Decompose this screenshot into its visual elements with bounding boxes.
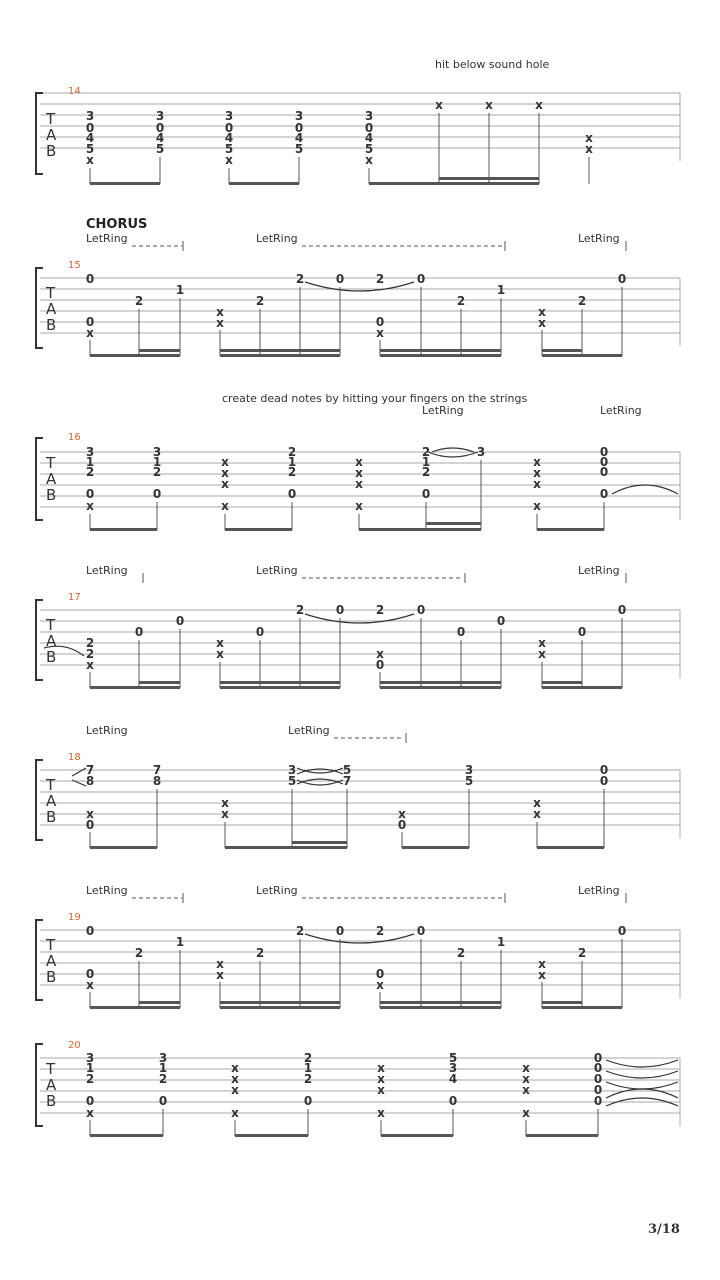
system-bracket xyxy=(36,93,43,174)
svg-text:3: 3 xyxy=(158,1051,168,1065)
svg-text:x: x xyxy=(231,1061,239,1075)
svg-text:x: x xyxy=(533,455,541,469)
note-column xyxy=(86,445,608,513)
svg-text:B: B xyxy=(46,648,57,666)
svg-text:2: 2 xyxy=(456,946,466,960)
svg-text:2: 2 xyxy=(255,946,265,960)
svg-text:x: x xyxy=(585,142,593,156)
svg-text:0: 0 xyxy=(456,625,466,639)
page-number: 3/18 xyxy=(648,1222,680,1237)
slide-in-mark xyxy=(72,768,86,786)
svg-text:A: A xyxy=(46,126,57,144)
svg-text:0: 0 xyxy=(85,967,95,981)
svg-text:2: 2 xyxy=(85,1072,95,1086)
svg-text:x: x xyxy=(377,1106,385,1120)
svg-text:5: 5 xyxy=(448,1051,458,1065)
svg-text:x: x xyxy=(485,98,493,112)
svg-text:0: 0 xyxy=(416,924,426,938)
note-column xyxy=(86,603,626,672)
svg-text:5: 5 xyxy=(155,142,165,156)
svg-text:8: 8 xyxy=(85,774,95,788)
svg-text:x: x xyxy=(216,305,224,319)
measure-number: 16 xyxy=(68,432,81,443)
svg-text:B: B xyxy=(46,808,57,826)
svg-text:x: x xyxy=(376,647,384,661)
svg-text:x: x xyxy=(86,153,94,167)
tab-clef xyxy=(45,776,57,826)
svg-text:x: x xyxy=(225,153,233,167)
svg-text:0: 0 xyxy=(617,924,627,938)
svg-text:x: x xyxy=(376,326,384,340)
svg-text:4: 4 xyxy=(448,1072,458,1086)
svg-text:4: 4 xyxy=(364,131,374,145)
svg-text:2: 2 xyxy=(255,294,265,308)
svg-text:0: 0 xyxy=(294,121,304,135)
svg-text:LetRing: LetRing xyxy=(256,564,298,577)
svg-text:5: 5 xyxy=(287,774,297,788)
svg-text:2: 2 xyxy=(287,465,297,479)
svg-text:0: 0 xyxy=(599,774,609,788)
svg-text:2: 2 xyxy=(375,272,385,286)
tie-curve xyxy=(305,614,414,623)
svg-text:0: 0 xyxy=(577,625,587,639)
tab-system-16 xyxy=(0,390,720,520)
svg-text:x: x xyxy=(522,1106,530,1120)
svg-text:x: x xyxy=(216,636,224,650)
svg-text:x: x xyxy=(86,499,94,513)
tab-system-19 xyxy=(0,878,720,1008)
tab-clef xyxy=(45,454,57,504)
measure-number: 15 xyxy=(68,260,81,271)
tab-staff-lines xyxy=(40,610,680,678)
svg-text:2: 2 xyxy=(134,946,144,960)
svg-text:0: 0 xyxy=(599,465,609,479)
svg-text:2: 2 xyxy=(295,924,305,938)
svg-text:4: 4 xyxy=(224,131,234,145)
svg-text:0: 0 xyxy=(158,1094,168,1108)
svg-text:T: T xyxy=(46,1060,56,1078)
tab-staff-lines xyxy=(40,278,680,346)
svg-text:LetRing: LetRing xyxy=(86,232,128,245)
tab-clef xyxy=(45,284,57,334)
svg-text:x: x xyxy=(533,466,541,480)
svg-text:1: 1 xyxy=(421,455,431,469)
tab-staff-lines xyxy=(40,1058,680,1126)
svg-text:x: x xyxy=(355,477,363,491)
svg-text:2: 2 xyxy=(85,465,95,479)
svg-text:3: 3 xyxy=(287,763,297,777)
svg-text:0: 0 xyxy=(85,1094,95,1108)
svg-text:B: B xyxy=(46,142,57,160)
system-bracket xyxy=(36,920,43,1000)
svg-text:x: x xyxy=(355,499,363,513)
svg-text:B: B xyxy=(46,1092,57,1110)
svg-text:A: A xyxy=(46,300,57,318)
svg-text:0: 0 xyxy=(335,272,345,286)
note-column xyxy=(86,272,626,340)
svg-text:x: x xyxy=(86,326,94,340)
svg-text:0: 0 xyxy=(496,614,506,628)
svg-text:x: x xyxy=(216,647,224,661)
tab-system-20 xyxy=(0,1008,720,1138)
svg-text:1: 1 xyxy=(85,455,95,469)
svg-text:0: 0 xyxy=(593,1094,603,1108)
svg-text:x: x xyxy=(355,455,363,469)
svg-text:0: 0 xyxy=(85,315,95,329)
svg-text:T: T xyxy=(46,284,56,302)
svg-text:1: 1 xyxy=(287,455,297,469)
svg-text:x: x xyxy=(86,807,94,821)
svg-text:4: 4 xyxy=(294,131,304,145)
tab-staff-svg xyxy=(0,558,720,698)
svg-text:T: T xyxy=(46,936,56,954)
svg-text:0: 0 xyxy=(599,445,609,459)
svg-text:2: 2 xyxy=(287,445,297,459)
tab-staff-svg xyxy=(0,1008,720,1148)
svg-text:x: x xyxy=(231,1106,239,1120)
svg-text:x: x xyxy=(535,98,543,112)
svg-text:x: x xyxy=(435,98,443,112)
rhythm-beams xyxy=(90,113,589,185)
svg-text:x: x xyxy=(221,807,229,821)
svg-text:x: x xyxy=(231,1072,239,1086)
svg-text:3: 3 xyxy=(464,763,474,777)
svg-text:1: 1 xyxy=(85,1061,95,1075)
svg-text:0: 0 xyxy=(335,924,345,938)
svg-text:0: 0 xyxy=(448,1094,458,1108)
svg-text:B: B xyxy=(46,486,57,504)
svg-text:x: x xyxy=(221,796,229,810)
svg-text:1: 1 xyxy=(303,1061,313,1075)
svg-text:4: 4 xyxy=(155,131,165,145)
tab-staff-lines xyxy=(40,930,680,998)
svg-text:2: 2 xyxy=(158,1072,168,1086)
svg-text:8: 8 xyxy=(152,774,162,788)
svg-text:x: x xyxy=(522,1072,530,1086)
svg-text:3: 3 xyxy=(364,109,374,123)
svg-text:3: 3 xyxy=(224,109,234,123)
svg-text:x: x xyxy=(585,131,593,145)
tab-system-14 xyxy=(0,56,720,186)
tab-staff-svg xyxy=(0,216,720,356)
svg-text:LetRing: LetRing xyxy=(288,724,330,737)
svg-text:2: 2 xyxy=(85,647,95,661)
tab-clef xyxy=(45,110,57,160)
let-ring-markers xyxy=(86,724,406,743)
svg-text:0: 0 xyxy=(134,625,144,639)
svg-text:0: 0 xyxy=(364,121,374,135)
svg-text:LetRing: LetRing xyxy=(578,884,620,897)
svg-text:0: 0 xyxy=(85,487,95,501)
svg-text:3: 3 xyxy=(85,109,95,123)
svg-text:1: 1 xyxy=(175,935,185,949)
system-bracket xyxy=(36,760,43,840)
slide-curve xyxy=(428,452,478,457)
svg-text:LetRing: LetRing xyxy=(578,564,620,577)
note-column xyxy=(86,924,626,992)
tab-system-15 xyxy=(0,216,720,346)
measure-number: 20 xyxy=(68,1040,81,1051)
svg-text:2: 2 xyxy=(303,1072,313,1086)
svg-text:0: 0 xyxy=(155,121,165,135)
tab-staff-svg xyxy=(0,718,720,858)
svg-text:3: 3 xyxy=(448,1061,458,1075)
svg-text:0: 0 xyxy=(416,272,426,286)
svg-text:7: 7 xyxy=(85,763,95,777)
svg-text:A: A xyxy=(46,470,57,488)
section-label: CHORUS xyxy=(86,217,148,232)
svg-text:0: 0 xyxy=(175,614,185,628)
svg-text:3: 3 xyxy=(155,109,165,123)
slide-curve xyxy=(432,448,474,452)
svg-text:0: 0 xyxy=(85,818,95,832)
svg-text:5: 5 xyxy=(364,142,374,156)
measure-number: 17 xyxy=(68,592,81,603)
svg-text:3: 3 xyxy=(85,1051,95,1065)
system-bracket xyxy=(36,268,43,348)
note-column xyxy=(86,98,593,167)
svg-text:LetRing: LetRing xyxy=(422,404,464,417)
tab-system-18 xyxy=(0,718,720,848)
svg-text:0: 0 xyxy=(599,763,609,777)
svg-text:4: 4 xyxy=(85,131,95,145)
svg-text:0: 0 xyxy=(599,455,609,469)
svg-text:0: 0 xyxy=(617,603,627,617)
tie-curve xyxy=(612,485,678,494)
tab-clef xyxy=(45,936,57,986)
svg-text:T: T xyxy=(46,454,56,472)
svg-text:7: 7 xyxy=(152,763,162,777)
svg-text:5: 5 xyxy=(85,142,95,156)
svg-text:2: 2 xyxy=(303,1051,313,1065)
svg-text:x: x xyxy=(221,455,229,469)
svg-text:x: x xyxy=(538,305,546,319)
svg-text:5: 5 xyxy=(224,142,234,156)
svg-text:x: x xyxy=(538,316,546,330)
svg-text:0: 0 xyxy=(85,272,95,286)
svg-text:x: x xyxy=(398,807,406,821)
svg-text:x: x xyxy=(533,477,541,491)
svg-text:0: 0 xyxy=(375,658,385,672)
svg-text:LetRing: LetRing xyxy=(86,724,128,737)
svg-text:x: x xyxy=(216,957,224,971)
svg-text:LetRing: LetRing xyxy=(256,884,298,897)
tie-curve xyxy=(305,934,414,943)
svg-text:0: 0 xyxy=(375,967,385,981)
svg-text:1: 1 xyxy=(158,1061,168,1075)
tie-curve xyxy=(305,282,414,291)
svg-text:2: 2 xyxy=(577,294,587,308)
svg-text:x: x xyxy=(231,1083,239,1097)
svg-text:x: x xyxy=(216,316,224,330)
svg-text:0: 0 xyxy=(599,487,609,501)
svg-text:0: 0 xyxy=(593,1072,603,1086)
svg-text:LetRing: LetRing xyxy=(86,884,128,897)
svg-text:0: 0 xyxy=(397,818,407,832)
svg-text:5: 5 xyxy=(464,774,474,788)
svg-text:x: x xyxy=(86,658,94,672)
svg-text:3: 3 xyxy=(85,445,95,459)
tab-clef xyxy=(45,1060,57,1110)
svg-text:x: x xyxy=(533,807,541,821)
svg-text:0: 0 xyxy=(335,603,345,617)
measure-number: 14 xyxy=(68,86,81,97)
svg-text:1: 1 xyxy=(175,283,185,297)
svg-text:x: x xyxy=(533,796,541,810)
svg-text:x: x xyxy=(86,978,94,992)
svg-text:x: x xyxy=(522,1061,530,1075)
svg-text:2: 2 xyxy=(375,924,385,938)
svg-text:x: x xyxy=(221,499,229,513)
svg-text:0: 0 xyxy=(617,272,627,286)
svg-text:x: x xyxy=(538,957,546,971)
system-bracket xyxy=(36,600,43,680)
let-ring-markers xyxy=(422,404,642,417)
svg-text:2: 2 xyxy=(421,465,431,479)
svg-text:x: x xyxy=(355,466,363,480)
svg-text:A: A xyxy=(46,792,57,810)
svg-text:2: 2 xyxy=(577,946,587,960)
svg-text:2: 2 xyxy=(152,465,162,479)
svg-text:0: 0 xyxy=(287,487,297,501)
svg-text:x: x xyxy=(221,477,229,491)
svg-text:0: 0 xyxy=(593,1051,603,1065)
svg-text:5: 5 xyxy=(342,763,352,777)
svg-text:x: x xyxy=(377,1083,385,1097)
tab-staff-svg xyxy=(0,878,720,1018)
svg-text:0: 0 xyxy=(85,924,95,938)
svg-text:2: 2 xyxy=(85,636,95,650)
system-bracket xyxy=(36,1044,43,1126)
svg-text:0: 0 xyxy=(255,625,265,639)
svg-text:2: 2 xyxy=(456,294,466,308)
annotation-text: hit below sound hole xyxy=(435,58,550,71)
svg-text:2: 2 xyxy=(295,603,305,617)
let-ring-markers xyxy=(86,884,626,903)
svg-text:A: A xyxy=(46,632,57,650)
svg-text:x: x xyxy=(377,1072,385,1086)
svg-text:A: A xyxy=(46,952,57,970)
svg-text:x: x xyxy=(365,153,373,167)
svg-text:B: B xyxy=(46,968,57,986)
svg-text:0: 0 xyxy=(303,1094,313,1108)
svg-text:B: B xyxy=(46,316,57,334)
tab-system-17 xyxy=(0,558,720,688)
svg-text:x: x xyxy=(216,968,224,982)
tab-staff-svg xyxy=(0,390,720,530)
svg-text:0: 0 xyxy=(152,487,162,501)
measure-number: 19 xyxy=(68,912,81,923)
svg-text:LetRing: LetRing xyxy=(86,564,128,577)
svg-text:LetRing: LetRing xyxy=(256,232,298,245)
svg-text:x: x xyxy=(86,1106,94,1120)
system-bracket xyxy=(36,438,43,520)
let-ring-markers xyxy=(86,232,626,251)
svg-text:T: T xyxy=(46,616,56,634)
svg-text:A: A xyxy=(46,1076,57,1094)
tab-staff-svg xyxy=(0,56,720,196)
svg-text:x: x xyxy=(522,1083,530,1097)
svg-text:3: 3 xyxy=(294,109,304,123)
svg-text:x: x xyxy=(533,499,541,513)
annotation-text: create dead notes by hitting your fingers on the strings xyxy=(222,392,528,405)
svg-text:x: x xyxy=(538,968,546,982)
svg-text:2: 2 xyxy=(375,603,385,617)
svg-text:2: 2 xyxy=(295,272,305,286)
svg-text:2: 2 xyxy=(134,294,144,308)
svg-text:x: x xyxy=(376,978,384,992)
svg-text:x: x xyxy=(538,647,546,661)
svg-text:7: 7 xyxy=(342,774,352,788)
svg-text:1: 1 xyxy=(496,283,506,297)
let-ring-markers xyxy=(86,564,626,583)
svg-text:2: 2 xyxy=(421,445,431,459)
tab-clef xyxy=(45,616,57,666)
rhythm-beams xyxy=(90,789,604,849)
svg-text:0: 0 xyxy=(375,315,385,329)
svg-text:x: x xyxy=(538,636,546,650)
tab-staff-lines xyxy=(40,770,680,838)
svg-text:0: 0 xyxy=(85,121,95,135)
svg-text:T: T xyxy=(46,776,56,794)
svg-text:0: 0 xyxy=(421,487,431,501)
svg-text:T: T xyxy=(46,110,56,128)
measure-number: 18 xyxy=(68,752,81,763)
tie-curves xyxy=(606,1060,678,1106)
svg-text:x: x xyxy=(221,466,229,480)
svg-text:3: 3 xyxy=(152,445,162,459)
svg-text:3: 3 xyxy=(476,445,486,459)
svg-text:x: x xyxy=(377,1061,385,1075)
tab-staff-lines xyxy=(40,93,680,161)
svg-text:0: 0 xyxy=(593,1083,603,1097)
svg-text:1: 1 xyxy=(152,455,162,469)
svg-text:1: 1 xyxy=(496,935,506,949)
svg-text:0: 0 xyxy=(416,603,426,617)
svg-text:0: 0 xyxy=(593,1061,603,1075)
svg-text:5: 5 xyxy=(294,142,304,156)
svg-text:0: 0 xyxy=(224,121,234,135)
svg-text:LetRing: LetRing xyxy=(600,404,642,417)
svg-text:LetRing: LetRing xyxy=(578,232,620,245)
